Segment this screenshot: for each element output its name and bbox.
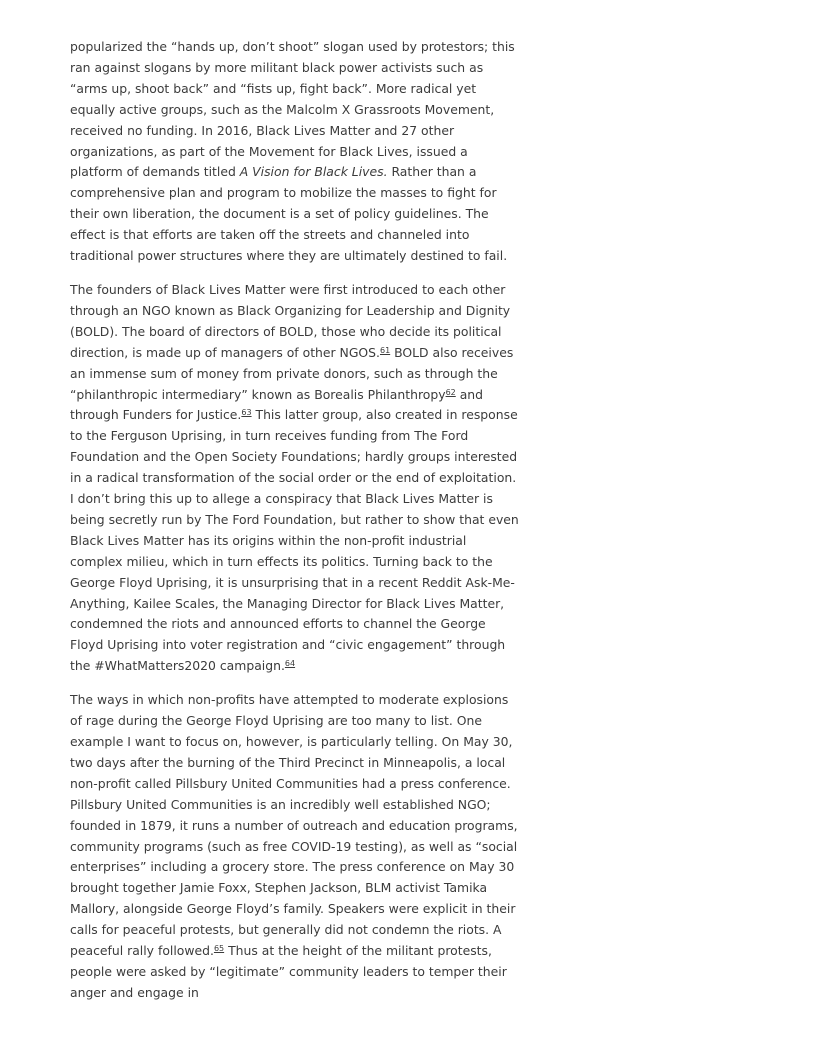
paragraph-text: and through Funders for Justice.: [70, 386, 483, 423]
paragraph-text: The founders of Black Lives Matter were first introduced to each other through an NGO known as Black Organizing for Leadership and Dignity (BOLD). The board of directors of BOLD, those who decide its political direction, is made up of managers of other NGOS.: [70, 281, 511, 360]
document-page: [70, 37, 522, 1017]
paragraph-text: This latter group, also created in response to the Ferguson Uprising, in turn receives funding from The Ford Foundation and the Open Society Foundations; hardly groups interested in a radical transformation of the social order or the end of exploitation. I don’t bring this up to allege a conspiracy that Black Lives Matter is being secretly run by The Ford Foundation, but rather to show that even Black Lives Matter has its origins within the non-profit industrial complex milieu, which in turn effects its politics. Turning back to the George Floyd Uprising, it is unsurprising that in a recent Reddit Ask-Me-Anything, Kailee Scales, the Managing Director for Black Lives Matter, condemned the riots and announced efforts to channel the George Floyd Uprising into voter registration and “civic engagement” through the #WhatMatters2020 campaign.: [70, 407, 519, 674]
footnote-link-63[interactable]: 63: [241, 408, 252, 418]
paragraph-text: The ways in which non-profits have attempted to moderate explosions of rage during the George Floyd Uprising are too many to list. One example I want to focus on, however, is particularly telling. On May 30, two days after the burning of the Third Precinct in Minneapolis, a local non-profit called Pillsbury United Communities had a press conference. Pillsbury United Communities is an incredibly well established NGO; founded in 1879, it runs a number of outreach and education programs, community programs (such as free COVID-19 testing), as well as “social enterprises” including a grocery store. The press conference on May 30 brought together Jamie Foxx, Stephen Jackson, BLM activist Tamika Mallory, alongside George Floyd’s family. Speakers were explicit in their calls for peaceful protests, but generally did not condemn the riots. A peaceful rally followed.: [70, 692, 518, 959]
paragraph-text: BOLD also receives an immense sum of money from private donors, such as through the “philanthropic intermediary” known as Borealis Philanthropy: [70, 344, 514, 402]
paragraph-2: [70, 280, 522, 677]
footnote-link-61[interactable]: 61: [379, 345, 391, 355]
paragraph-text: Rather than a comprehensive plan and program to mobilize the masses to fight for their own liberation, the document is a set of policy guidelines. The effect is that efforts are taken off the streets and channeled into traditional power structures where they are ultimately destined to fail.: [70, 164, 508, 264]
footnote-link-65[interactable]: 65: [213, 944, 225, 954]
footnote-link-62[interactable]: 62: [445, 387, 456, 397]
paragraph-1: [70, 37, 522, 267]
footnote-link-64[interactable]: 64: [284, 659, 296, 669]
paragraph-3: [70, 690, 522, 1004]
document-title-italic: A Vision for Black Lives.: [239, 164, 388, 180]
paragraph-text: Thus at the height of the militant protests, people were asked by “legitimate” community leaders to temper their anger and engage in: [70, 943, 507, 1000]
paragraph-text: popularized the “hands up, don’t shoot” slogan used by protestors; this ran against slogans by more militant black power activists such as “arms up, shoot back” and “fists up, fight back”. More radical yet equally active groups, such as the Malcolm X Grassroots Movement, received no funding. In 2016, Black Lives Matter and 27 other organizations, as part of the Movement for Black Lives, issued a platform of demands titled: [70, 39, 515, 180]
